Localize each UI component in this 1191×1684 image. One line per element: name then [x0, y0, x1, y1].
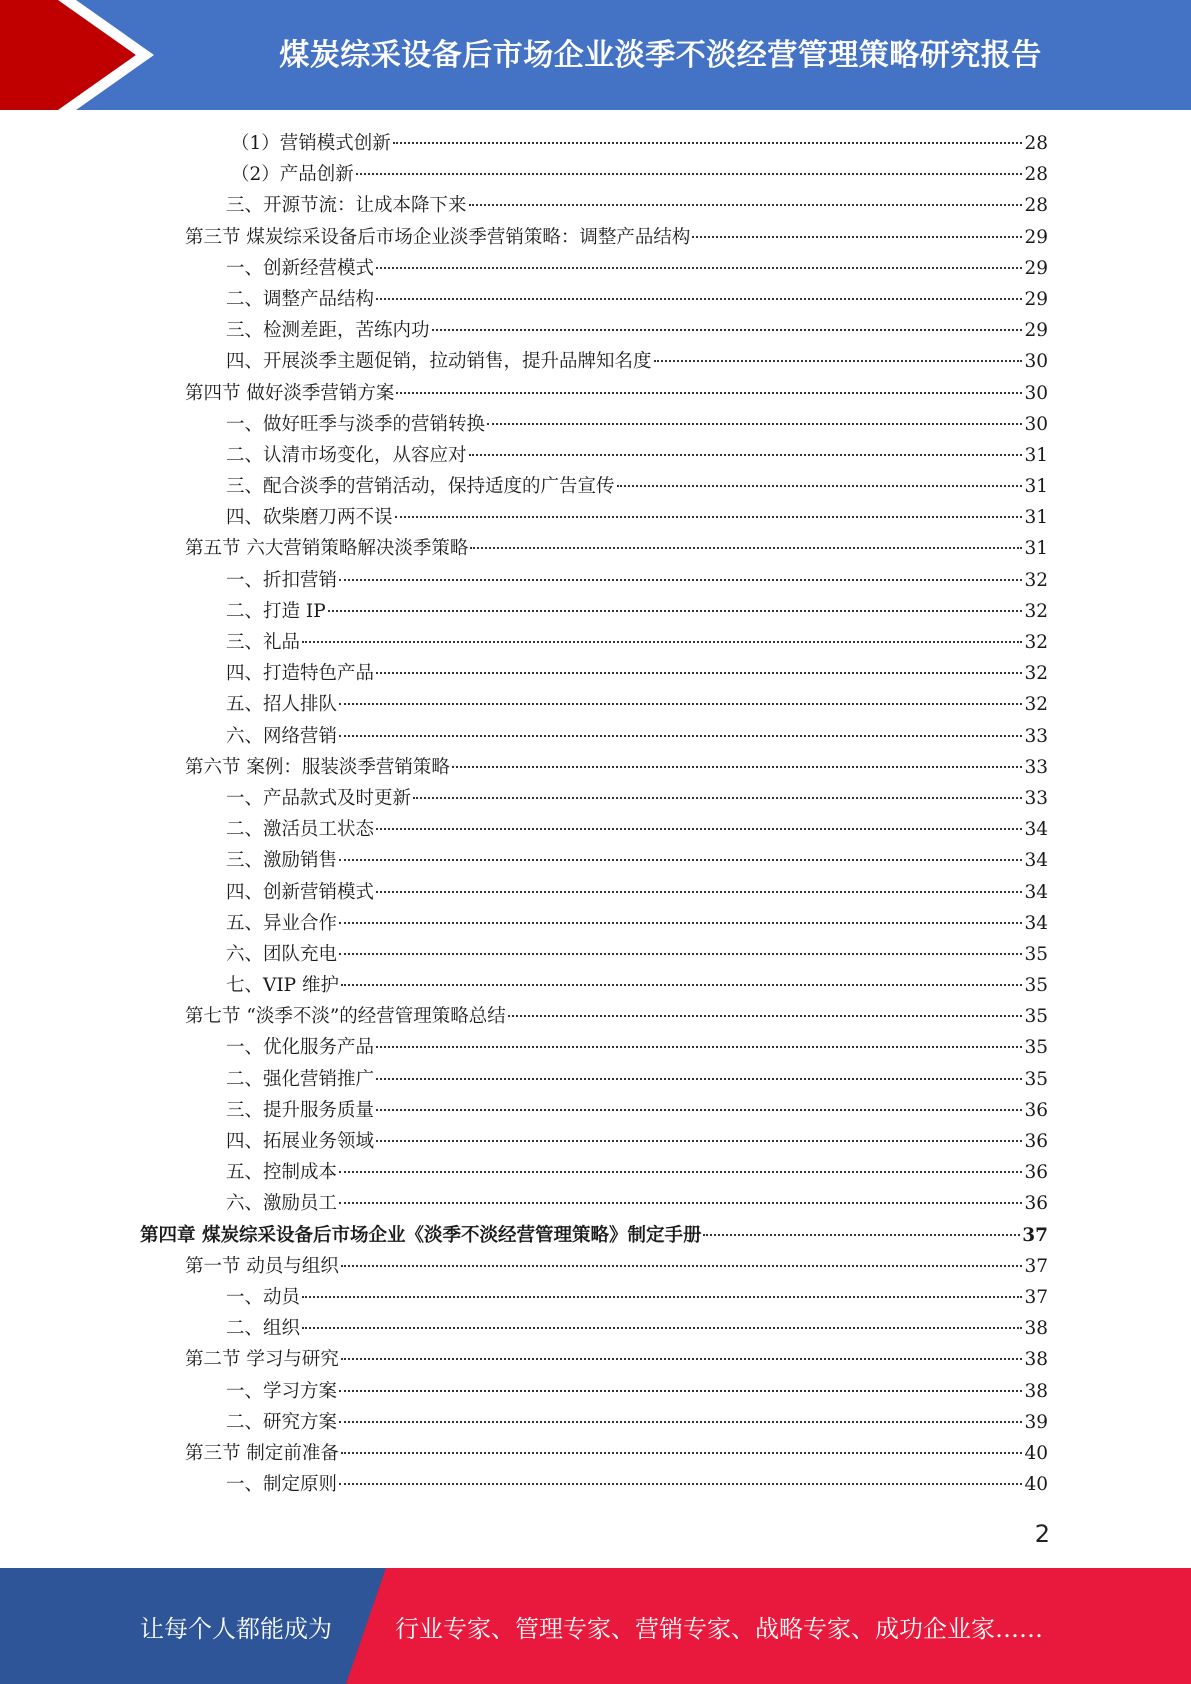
toc-leader-dots [395, 516, 1023, 518]
toc-entry-page: 35 [1024, 943, 1048, 965]
toc-entry[interactable] [140, 658, 1048, 689]
toc-entry[interactable] [140, 1376, 1048, 1407]
toc-entry-title: 第三节 制定前准备 [185, 1442, 339, 1464]
toc-entry-page: 39 [1024, 1411, 1048, 1433]
toc-entry-title: 三、提升服务质量 [226, 1099, 375, 1121]
toc-entry-page: 35 [1024, 1006, 1048, 1028]
toc-entry-title: 五、招人排队 [226, 694, 338, 716]
toc-entry-title: 第五节 六大营销策略解决淡季策略 [185, 538, 469, 560]
toc-entry[interactable] [140, 689, 1048, 720]
toc-entry[interactable] [140, 1157, 1048, 1188]
toc-entry-title: 七、VIP 维护 [226, 975, 339, 997]
toc-leader-dots [341, 984, 1022, 986]
toc-leader-dots [339, 953, 1022, 955]
toc-leader-dots [339, 703, 1022, 705]
toc-entry[interactable] [140, 346, 1048, 377]
toc-leader-dots [302, 1296, 1022, 1298]
toc-entry[interactable] [140, 315, 1048, 346]
toc-entry-page: 34 [1024, 912, 1048, 934]
toc-entry-title: 四、砍柴磨刀两不误 [226, 507, 393, 529]
toc-leader-dots [376, 267, 1022, 269]
toc-entry-page: 31 [1024, 444, 1048, 466]
toc-entry-title: 一、折扣营销 [226, 569, 338, 591]
toc-leader-dots [376, 1109, 1022, 1111]
toc-entry-page: 30 [1024, 351, 1048, 373]
toc-entry-page: 37 [1024, 1255, 1048, 1277]
toc-leader-dots [617, 485, 1023, 487]
toc-entry-title: 第一节 动员与组织 [185, 1255, 339, 1277]
toc-entry-page: 35 [1024, 1068, 1048, 1090]
toc-entry[interactable] [140, 845, 1048, 876]
toc-leader-dots [469, 454, 1023, 456]
toc-entry[interactable] [140, 253, 1048, 284]
table-of-contents [140, 128, 1048, 1500]
toc-leader-dots [339, 579, 1022, 581]
toc-leader-dots [692, 236, 1022, 238]
toc-entry-title: 二、强化营销推广 [226, 1068, 375, 1090]
toc-entry-page: 32 [1024, 694, 1048, 716]
toc-entry-page: 38 [1024, 1349, 1048, 1371]
toc-leader-dots [341, 1358, 1023, 1360]
toc-entry-title: 第二节 学习与研究 [185, 1349, 339, 1371]
toc-entry[interactable] [140, 721, 1048, 752]
toc-entry-page: 31 [1024, 476, 1048, 498]
toc-entry[interactable] [140, 627, 1048, 658]
toc-leader-dots [339, 922, 1022, 924]
toc-entry-page: 32 [1024, 663, 1048, 685]
toc-leader-dots [376, 828, 1022, 830]
toc-entry-title: 二、研究方案 [226, 1411, 338, 1433]
toc-entry-page: 33 [1024, 725, 1048, 747]
toc-entry-title: 一、优化服务产品 [226, 1037, 375, 1059]
toc-leader-dots [376, 1078, 1022, 1080]
toc-entry-page: 36 [1024, 1131, 1048, 1152]
toc-entry[interactable] [140, 970, 1048, 1001]
toc-entry-page: 40 [1024, 1442, 1048, 1464]
toc-leader-dots [339, 1483, 1022, 1485]
toc-entry-title: 四、开展淡季主题促销，拉动销售，提升品牌知名度 [226, 351, 652, 373]
toc-entry[interactable] [140, 1438, 1048, 1469]
toc-entry-page: 38 [1024, 1318, 1048, 1340]
toc-entry-page: 32 [1024, 632, 1048, 653]
toc-entry-page: 31 [1024, 538, 1048, 560]
toc-entry-page: 29 [1024, 320, 1048, 342]
toc-leader-dots [302, 641, 1022, 643]
toc-entry-title: 二、组织 [226, 1318, 301, 1340]
toc-entry-title: 六、激励员工 [226, 1193, 338, 1215]
toc-entry-page: 36 [1024, 1162, 1048, 1184]
toc-entry-title: 二、认清市场变化，从容应对 [226, 444, 467, 466]
toc-leader-dots [432, 329, 1023, 331]
toc-leader-dots [487, 423, 1022, 425]
toc-entry[interactable] [140, 1095, 1048, 1126]
toc-entry[interactable] [140, 1469, 1048, 1500]
toc-entry-title: 一、学习方案 [226, 1380, 338, 1402]
toc-leader-dots [339, 1421, 1022, 1423]
toc-entry[interactable] [140, 128, 1048, 159]
page-number: 2 [1034, 1520, 1050, 1548]
toc-entry-title: 二、打造 IP [226, 600, 326, 622]
toc-entry[interactable] [140, 471, 1048, 502]
toc-entry[interactable] [140, 752, 1048, 783]
toc-leader-dots [376, 1140, 1022, 1142]
toc-entry[interactable] [140, 596, 1048, 627]
toc-entry-title: 一、制定原则 [226, 1474, 338, 1496]
header-title: 煤炭综采设备后市场企业淡季不淡经营管理策略研究报告 [279, 38, 1042, 73]
toc-entry-page: 38 [1024, 1380, 1048, 1402]
toc-entry[interactable] [140, 502, 1048, 533]
toc-entry[interactable] [140, 1032, 1048, 1063]
toc-leader-dots [376, 1046, 1022, 1048]
toc-entry-title: 第四章 煤炭综采设备后市场企业《淡季不淡经营管理策略》制定手册 [140, 1224, 702, 1246]
toc-entry-page: 28 [1024, 133, 1048, 154]
toc-entry-title: 第七节 “淡季不淡”的经营管理策略总结 [185, 1006, 506, 1028]
toc-entry[interactable] [140, 1001, 1048, 1032]
toc-entry-title: 第四节 做好淡季营销方案 [185, 382, 395, 404]
toc-entry-title: 四、拓展业务领域 [226, 1131, 375, 1152]
toc-entry-title: 一、产品款式及时更新 [226, 787, 412, 809]
toc-entry[interactable] [140, 1220, 1048, 1251]
toc-entry-page: 36 [1024, 1193, 1048, 1215]
toc-entry-page: 32 [1024, 600, 1048, 622]
toc-entry-page: 37 [1022, 1224, 1048, 1246]
toc-entry-title: 三、配合淡季的营销活动，保持适度的广告宣传 [226, 476, 615, 498]
toc-entry-page: 33 [1024, 787, 1048, 809]
toc-leader-dots [339, 859, 1022, 861]
toc-entry-page: 28 [1024, 195, 1048, 217]
toc-entry[interactable] [140, 440, 1048, 471]
toc-entry[interactable] [140, 877, 1048, 908]
toc-entry-title: 六、团队充电 [226, 943, 338, 965]
toc-entry[interactable] [140, 533, 1048, 564]
toc-entry[interactable] [140, 783, 1048, 814]
toc-entry-page: 30 [1024, 413, 1048, 435]
toc-entry[interactable] [140, 222, 1048, 253]
toc-leader-dots [452, 766, 1023, 768]
toc-entry[interactable] [140, 284, 1048, 315]
toc-entry-page: 28 [1024, 164, 1048, 186]
toc-entry-title: 三、开源节流：让成本降下来 [226, 195, 467, 217]
toc-entry[interactable] [140, 159, 1048, 190]
toc-entry[interactable] [140, 1064, 1048, 1095]
toc-entry-title: 一、做好旺季与淡季的营销转换 [226, 413, 486, 435]
toc-leader-dots [396, 392, 1022, 394]
toc-entry-page: 29 [1024, 288, 1048, 310]
toc-leader-dots [393, 142, 1023, 144]
toc-leader-dots [376, 672, 1022, 674]
toc-entry-title: 三、检测差距，苦练内功 [226, 320, 430, 342]
toc-leader-dots [339, 1390, 1022, 1392]
toc-leader-dots [341, 1265, 1023, 1267]
toc-entry[interactable] [140, 908, 1048, 939]
toc-leader-dots [302, 1327, 1022, 1329]
page-header [0, 0, 1191, 110]
toc-leader-dots [376, 891, 1022, 893]
toc-entry[interactable] [140, 565, 1048, 596]
toc-entry-title: 二、调整产品结构 [226, 288, 375, 310]
toc-entry-title: 第六节 案例：服装淡季营销策略 [185, 756, 450, 778]
toc-leader-dots [339, 1202, 1022, 1204]
toc-entry[interactable] [140, 1282, 1048, 1313]
toc-entry[interactable] [140, 409, 1048, 440]
toc-entry-title: 三、激励销售 [226, 850, 338, 872]
toc-entry-title: 四、创新营销模式 [226, 881, 375, 903]
toc-leader-dots [654, 360, 1023, 362]
toc-entry-page: 36 [1024, 1099, 1048, 1121]
toc-entry-page: 34 [1024, 819, 1048, 841]
toc-entry-title: 一、创新经营模式 [226, 257, 375, 279]
toc-entry-page: 30 [1024, 382, 1048, 404]
toc-entry-page: 31 [1024, 507, 1048, 529]
toc-entry[interactable] [140, 1251, 1048, 1282]
toc-entry-page: 35 [1024, 1037, 1048, 1059]
toc-entry-title: （2）产品创新 [231, 164, 354, 186]
toc-entry-title: 一、动员 [226, 1286, 301, 1308]
toc-leader-dots [470, 547, 1022, 549]
toc-entry[interactable] [140, 1407, 1048, 1438]
toc-entry-page: 29 [1024, 226, 1048, 248]
toc-entry[interactable] [140, 939, 1048, 970]
toc-leader-dots [339, 735, 1022, 737]
page-footer [0, 1568, 1191, 1684]
toc-entry-title: 三、礼品 [226, 632, 301, 653]
toc-entry-page: 35 [1024, 975, 1048, 997]
toc-leader-dots [376, 298, 1022, 300]
toc-entry[interactable] [140, 378, 1048, 409]
toc-entry[interactable] [140, 1188, 1048, 1219]
toc-leader-dots [508, 1015, 1023, 1017]
toc-leader-dots [339, 1171, 1022, 1173]
toc-entry-page: 34 [1024, 881, 1048, 903]
footer-slogan-right: 行业专家、管理专家、营销专家、战略专家、成功企业家…… [395, 1614, 1043, 1643]
toc-entry[interactable] [140, 1344, 1048, 1375]
toc-entry[interactable] [140, 814, 1048, 845]
toc-leader-dots [341, 1452, 1023, 1454]
toc-entry-title: 六、网络营销 [226, 725, 338, 747]
toc-entry-page: 40 [1024, 1474, 1048, 1496]
toc-entry-page: 34 [1024, 850, 1048, 872]
toc-entry-page: 29 [1024, 257, 1048, 279]
toc-leader-dots [469, 204, 1023, 206]
footer-slogan-left: 让每个人都能成为 [140, 1614, 332, 1643]
toc-entry-page: 33 [1024, 756, 1048, 778]
toc-leader-dots [413, 797, 1022, 799]
toc-leader-dots [703, 1234, 1020, 1236]
toc-entry[interactable] [140, 190, 1048, 221]
toc-entry-title: （1）营销模式创新 [231, 133, 391, 154]
toc-entry-title: 五、异业合作 [226, 912, 338, 934]
toc-entry-page: 37 [1024, 1286, 1048, 1308]
toc-entry-title: 二、激活员工状态 [226, 819, 375, 841]
toc-entry-title: 五、控制成本 [226, 1162, 338, 1184]
toc-entry-title: 四、打造特色产品 [226, 663, 375, 685]
toc-entry-title: 第三节 煤炭综采设备后市场企业淡季营销策略：调整产品结构 [185, 226, 691, 248]
toc-entry[interactable] [140, 1313, 1048, 1344]
toc-leader-dots [328, 610, 1023, 612]
toc-leader-dots [356, 173, 1023, 175]
toc-entry[interactable] [140, 1126, 1048, 1157]
toc-entry-page: 32 [1024, 569, 1048, 591]
